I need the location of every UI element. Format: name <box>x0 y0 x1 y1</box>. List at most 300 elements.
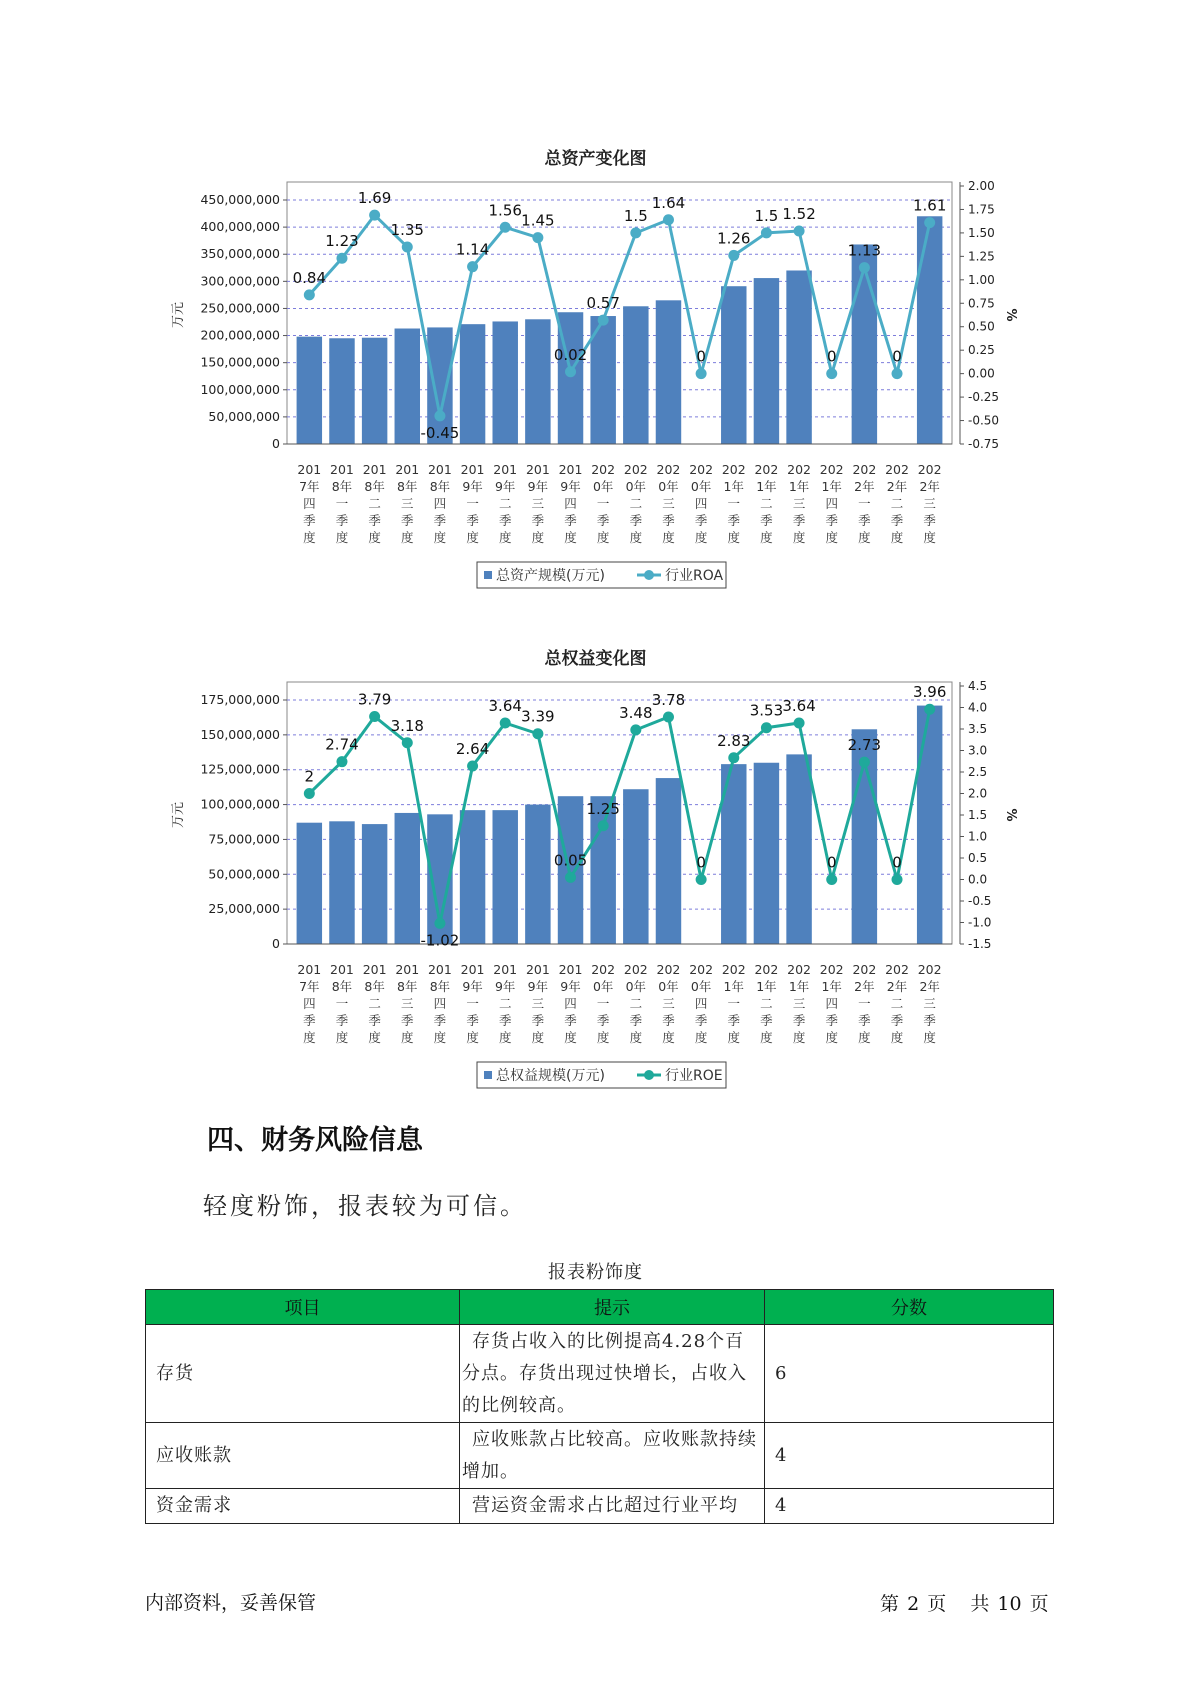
x-tick-label: 202 <box>819 962 844 977</box>
line-point <box>761 227 772 238</box>
x-tick-label: 0年 <box>592 979 614 994</box>
data-label: 3.79 <box>357 690 392 709</box>
y2-tick-label: 3.5 <box>968 722 988 736</box>
x-tick-label: 四 <box>303 496 316 511</box>
x-tick-label: 度 <box>466 530 479 545</box>
bar <box>590 796 615 944</box>
x-tick-label: 度 <box>890 530 904 545</box>
y-tick-label: 125,000,000 <box>200 761 280 777</box>
x-tick-label: 202 <box>689 462 714 477</box>
bar <box>525 805 550 944</box>
line-point <box>859 262 870 273</box>
x-tick-label: 9年 <box>560 979 581 994</box>
x-tick-label: 度 <box>596 1030 610 1045</box>
x-tick-label: 季 <box>335 1013 349 1028</box>
line-point <box>565 366 576 377</box>
data-label: 3.78 <box>651 690 686 709</box>
x-tick-label: 季 <box>792 513 806 528</box>
row-item: 资金需求 <box>146 1489 460 1524</box>
x-tick-label: 季 <box>498 1013 512 1028</box>
line-point <box>500 222 511 233</box>
line-point <box>630 227 641 238</box>
y2-tick-label: 4.5 <box>968 679 988 693</box>
bar <box>852 244 877 444</box>
bar <box>329 821 354 944</box>
x-tick-label: 202 <box>787 962 812 977</box>
bar <box>786 754 811 944</box>
row-hint: 营运资金需求占比超过行业平均 <box>460 1489 765 1524</box>
data-label: 2 <box>304 767 315 786</box>
bar <box>395 329 420 444</box>
data-label: 1.45 <box>521 211 555 230</box>
x-tick-label: 季 <box>792 1013 806 1028</box>
x-tick-label: 9年 <box>462 979 483 994</box>
x-tick-label: 一 <box>596 996 610 1011</box>
row-hint: 应收账款占比较高。应收账款持续增加。 <box>460 1423 765 1489</box>
x-tick-label: 201 <box>493 462 518 477</box>
x-tick-label: 9年 <box>527 979 549 994</box>
data-label: 1.69 <box>357 189 392 208</box>
line-point <box>663 214 674 225</box>
y2-tick-label: -1.5 <box>968 937 992 951</box>
data-label: 0 <box>892 853 902 872</box>
y2-tick-label: -1.0 <box>968 915 992 930</box>
x-tick-label: 201 <box>330 962 354 977</box>
x-tick-label: 季 <box>335 513 349 528</box>
x-tick-label: 202 <box>819 462 844 477</box>
x-tick-label: 三 <box>401 496 414 511</box>
x-tick-label: 201 <box>330 462 354 477</box>
data-label: 3.53 <box>749 701 784 720</box>
legend-line-marker <box>644 1070 654 1080</box>
data-label: 3.64 <box>782 696 816 715</box>
line-point <box>467 760 478 771</box>
line-point <box>304 289 315 300</box>
row-item: 应收账款 <box>146 1423 460 1489</box>
bar <box>362 824 387 944</box>
x-tick-label: 季 <box>531 1013 545 1028</box>
x-tick-label: 四 <box>433 996 447 1011</box>
x-tick-label: 201 <box>395 462 420 477</box>
data-label: 2.73 <box>847 736 882 755</box>
line-point <box>598 315 609 326</box>
bar <box>297 823 322 944</box>
x-tick-label: 四 <box>303 996 316 1011</box>
x-tick-label: 季 <box>401 1013 414 1028</box>
data-label: 3.48 <box>619 703 653 722</box>
x-tick-label: 季 <box>694 513 708 528</box>
x-tick-label: 度 <box>760 1030 773 1045</box>
x-tick-label: 度 <box>564 530 577 545</box>
row-hint: 存货占收入的比例提高4.28个百分点。存货出现过快增长，占收入的比例较高。 <box>460 1325 765 1423</box>
x-tick-label: 度 <box>401 1030 414 1045</box>
x-tick-label: 8年 <box>397 479 418 494</box>
x-tick-label: 度 <box>727 1030 741 1045</box>
data-label: 2.74 <box>325 735 359 754</box>
x-tick-label: 1年 <box>821 479 842 494</box>
y2-tick-label: 1.75 <box>968 202 995 217</box>
x-tick-label: 季 <box>662 513 675 528</box>
x-tick-label: 度 <box>303 1030 316 1045</box>
x-tick-label: 度 <box>433 530 447 545</box>
y-tick-label: 450,000,000 <box>200 192 280 207</box>
line-point <box>924 217 935 228</box>
x-tick-label: 季 <box>596 513 610 528</box>
x-tick-label: 季 <box>760 1013 773 1028</box>
bar <box>362 338 387 444</box>
x-tick-label: 度 <box>531 530 545 545</box>
x-tick-label: 度 <box>858 1030 871 1045</box>
x-tick-label: 0年 <box>625 979 647 994</box>
x-tick-label: 201 <box>460 462 485 477</box>
y-tick-label: 150,000,000 <box>200 354 280 370</box>
x-tick-label: 2年 <box>886 479 908 494</box>
bar <box>754 763 779 944</box>
table-row <box>146 1489 1054 1524</box>
row-score: 4 <box>765 1423 1054 1489</box>
bar <box>917 216 942 444</box>
x-tick-label: 季 <box>433 1013 447 1028</box>
y-tick-label: 400,000,000 <box>200 219 280 235</box>
x-tick-label: 季 <box>662 1013 675 1028</box>
y-tick-label: 175,000,000 <box>200 692 280 707</box>
y2-axis-label: % <box>1003 308 1018 322</box>
data-label: -1.02 <box>420 931 460 950</box>
x-tick-label: 季 <box>727 513 741 528</box>
line-point <box>892 874 903 885</box>
y-tick-label: 25,000,000 <box>208 901 280 917</box>
header-hint: 提示 <box>460 1290 765 1325</box>
x-tick-label: 度 <box>727 530 741 545</box>
y-axis-label: 万元 <box>171 301 186 329</box>
x-tick-label: 度 <box>401 530 414 545</box>
x-tick-label: 季 <box>858 513 871 528</box>
y2-tick-label: 2.0 <box>968 786 988 801</box>
bar <box>786 270 811 444</box>
data-label: 3.18 <box>390 716 424 735</box>
x-tick-label: 度 <box>694 1030 708 1045</box>
data-label: 1.26 <box>717 229 751 248</box>
x-tick-label: 202 <box>852 962 877 977</box>
y-tick-label: 350,000,000 <box>200 246 280 262</box>
x-tick-label: 201 <box>558 462 583 477</box>
x-tick-label: 7年 <box>299 979 320 994</box>
line-point <box>826 874 837 885</box>
y2-tick-label: 0.5 <box>968 851 988 865</box>
x-tick-label: 二 <box>760 496 773 511</box>
x-tick-label: 二 <box>368 996 381 1011</box>
line-point <box>728 752 739 763</box>
equity-chart-title: 总权益变化图 <box>544 649 647 669</box>
x-tick-label: 季 <box>923 513 936 528</box>
data-label: 0.84 <box>292 268 327 287</box>
x-tick-label: 季 <box>890 1013 904 1028</box>
x-tick-label: 201 <box>493 962 518 977</box>
y-tick-label: 200,000,000 <box>200 327 280 343</box>
bar <box>721 286 746 444</box>
x-tick-label: 0年 <box>690 479 712 494</box>
x-tick-label: 二 <box>498 996 512 1011</box>
x-tick-label: 201 <box>525 962 550 977</box>
x-tick-label: 四 <box>694 496 708 511</box>
x-tick-label: 201 <box>460 962 485 977</box>
y2-tick-label: 4.0 <box>968 700 988 715</box>
line-point <box>402 737 413 748</box>
y-tick-label: 50,000,000 <box>208 408 280 424</box>
line-point <box>598 820 609 831</box>
x-tick-label: 四 <box>694 996 708 1011</box>
y2-tick-label: -0.25 <box>968 390 1000 405</box>
x-tick-label: 度 <box>825 1030 838 1045</box>
x-tick-label: 202 <box>885 462 909 477</box>
x-tick-label: 度 <box>792 1030 806 1045</box>
table-row <box>146 1423 1054 1489</box>
x-tick-label: 0年 <box>690 979 712 994</box>
x-tick-label: 度 <box>858 530 871 545</box>
page-unit: 页 <box>927 1593 947 1615</box>
x-tick-label: 2年 <box>854 979 875 994</box>
x-tick-label: 四 <box>564 496 577 511</box>
data-label: 0 <box>696 853 706 872</box>
table-caption: 报表粉饰度 <box>548 1262 643 1283</box>
x-tick-label: 度 <box>564 1030 577 1045</box>
data-label: 0 <box>892 347 902 366</box>
line-point <box>565 872 576 883</box>
equity-chart <box>0 676 1191 1091</box>
x-tick-label: 季 <box>498 513 512 528</box>
x-tick-label: 202 <box>917 962 942 977</box>
x-tick-label: 三 <box>531 496 545 511</box>
x-tick-label: 四 <box>825 996 838 1011</box>
x-tick-label: 201 <box>362 962 387 977</box>
data-label: 1.14 <box>455 240 490 259</box>
x-tick-label: 2年 <box>919 979 940 994</box>
bar <box>460 810 485 944</box>
page-number <box>880 1589 1049 1616</box>
x-tick-label: 度 <box>760 530 773 545</box>
x-tick-label: 202 <box>754 962 779 977</box>
y2-tick-label: -0.50 <box>968 413 1000 428</box>
line-point <box>402 241 413 252</box>
x-tick-label: 201 <box>395 962 420 977</box>
x-tick-label: 四 <box>433 496 447 511</box>
line-point <box>826 368 837 379</box>
x-tick-label: 三 <box>792 496 806 511</box>
x-tick-label: 季 <box>629 1013 643 1028</box>
bar <box>395 813 420 944</box>
section-title: 四、财务风险信息 <box>207 1125 423 1156</box>
bar <box>558 796 583 944</box>
data-label: -0.45 <box>420 423 460 442</box>
y-tick-label: 0 <box>272 436 280 451</box>
x-tick-label: 三 <box>792 996 806 1011</box>
bar <box>623 306 648 444</box>
x-tick-label: 一 <box>858 996 871 1011</box>
line-point <box>304 788 315 799</box>
y2-tick-label: -0.5 <box>968 894 992 908</box>
line-point <box>696 368 707 379</box>
x-tick-label: 9年 <box>462 479 483 494</box>
x-tick-label: 三 <box>401 996 414 1011</box>
page-current: 2 <box>907 1593 920 1615</box>
line-point <box>369 210 380 221</box>
y2-tick-label: 2.5 <box>968 765 988 779</box>
x-tick-label: 一 <box>466 996 479 1011</box>
x-tick-label: 201 <box>558 962 583 977</box>
x-tick-label: 度 <box>923 530 936 545</box>
data-label: 2.83 <box>717 731 751 750</box>
bar <box>525 319 550 444</box>
page-prefix: 第 <box>880 1593 900 1615</box>
x-tick-label: 0年 <box>658 979 679 994</box>
y-tick-label: 100,000,000 <box>200 796 280 812</box>
x-tick-label: 季 <box>694 1013 708 1028</box>
x-tick-label: 8年 <box>364 979 385 994</box>
legend-bar-label: 总权益规模(万元) <box>496 1068 605 1084</box>
line-point <box>924 704 935 715</box>
row-score: 6 <box>765 1325 1054 1423</box>
x-tick-label: 1年 <box>821 979 842 994</box>
x-tick-label: 季 <box>760 513 773 528</box>
line-point <box>532 232 543 243</box>
x-tick-label: 季 <box>727 1013 741 1028</box>
x-tick-label: 度 <box>662 530 675 545</box>
x-tick-label: 8年 <box>364 479 385 494</box>
x-tick-label: 202 <box>591 462 616 477</box>
bar <box>623 789 648 944</box>
legend-bar-label: 总资产规模(万元) <box>496 568 605 584</box>
x-tick-label: 9年 <box>494 979 516 994</box>
table-header-row <box>146 1290 1054 1325</box>
x-tick-label: 季 <box>923 1013 936 1028</box>
x-tick-label: 一 <box>727 996 741 1011</box>
y2-tick-label: 1.5 <box>968 808 988 822</box>
data-label: 3.39 <box>521 707 555 726</box>
y2-tick-label: 1.50 <box>968 225 995 240</box>
legend-line-marker <box>644 570 654 580</box>
total-unit: 页 <box>1029 1593 1049 1615</box>
x-tick-label: 201 <box>297 462 322 477</box>
x-tick-label: 季 <box>303 513 316 528</box>
line-point <box>663 711 674 722</box>
x-tick-label: 202 <box>656 462 681 477</box>
bar <box>492 321 517 444</box>
x-tick-label: 202 <box>721 462 746 477</box>
x-tick-label: 季 <box>596 1013 610 1028</box>
y2-tick-label: -0.75 <box>968 437 1000 451</box>
x-tick-label: 9年 <box>560 479 581 494</box>
x-tick-label: 季 <box>368 1013 381 1028</box>
x-tick-label: 度 <box>825 530 838 545</box>
page-total: 10 <box>997 1593 1022 1615</box>
asset-chart-title: 总资产变化图 <box>544 149 647 169</box>
x-tick-label: 度 <box>335 1030 349 1045</box>
y-axis-label: 万元 <box>171 801 186 829</box>
data-label: 2.64 <box>455 739 490 758</box>
data-label: 1.5 <box>754 206 779 225</box>
x-tick-label: 季 <box>466 513 479 528</box>
x-tick-label: 0年 <box>625 479 647 494</box>
x-tick-label: 度 <box>433 1030 447 1045</box>
x-tick-label: 度 <box>694 530 708 545</box>
x-tick-label: 度 <box>368 530 381 545</box>
asset-chart <box>0 176 1191 591</box>
x-tick-label: 202 <box>689 962 714 977</box>
bar <box>460 324 485 444</box>
x-tick-label: 202 <box>852 462 877 477</box>
x-tick-label: 度 <box>792 530 806 545</box>
line-point <box>630 724 641 735</box>
x-tick-label: 8年 <box>429 979 451 994</box>
y-tick-label: 50,000,000 <box>208 866 280 882</box>
y2-tick-label: 0.50 <box>968 319 995 334</box>
legend-bar-swatch <box>484 571 492 579</box>
line-point <box>859 757 870 768</box>
x-tick-label: 202 <box>623 962 648 977</box>
x-tick-label: 2年 <box>854 479 875 494</box>
x-tick-label: 8年 <box>331 479 353 494</box>
data-label: 1.64 <box>651 193 686 212</box>
x-tick-label: 9年 <box>527 479 549 494</box>
data-label: 3.64 <box>488 696 522 715</box>
x-tick-label: 季 <box>401 513 414 528</box>
x-tick-label: 一 <box>858 496 871 511</box>
x-tick-label: 二 <box>629 496 643 511</box>
data-label: 1.5 <box>623 206 648 225</box>
bar <box>656 300 681 444</box>
x-tick-label: 四 <box>564 996 577 1011</box>
x-tick-label: 度 <box>303 530 316 545</box>
y-tick-label: 300,000,000 <box>200 273 280 289</box>
x-tick-label: 度 <box>498 1030 512 1045</box>
data-label: 0 <box>826 347 837 366</box>
x-tick-label: 二 <box>368 496 381 511</box>
x-tick-label: 8年 <box>331 979 353 994</box>
y2-tick-label: 0.25 <box>968 343 995 358</box>
x-tick-label: 度 <box>629 1030 643 1045</box>
y-tick-label: 0 <box>272 936 280 951</box>
line-point <box>369 711 380 722</box>
data-label: 1.61 <box>912 196 947 215</box>
x-tick-label: 季 <box>825 1013 838 1028</box>
total-prefix: 共 <box>970 1593 990 1615</box>
line-point <box>532 728 543 739</box>
data-label: 1.23 <box>325 232 359 251</box>
x-tick-label: 四 <box>825 496 838 511</box>
data-label: 0.05 <box>553 851 588 870</box>
x-tick-label: 度 <box>890 1030 904 1045</box>
line-point <box>336 756 347 767</box>
section-body: 轻度粉饰，报表较为可信。 <box>203 1192 527 1220</box>
data-label: 0.57 <box>586 294 620 313</box>
data-label: 0.02 <box>553 345 588 364</box>
x-tick-label: 1年 <box>788 479 810 494</box>
x-tick-label: 二 <box>890 496 904 511</box>
line-point <box>728 250 739 261</box>
x-tick-label: 201 <box>427 962 452 977</box>
line-point <box>761 722 772 733</box>
x-tick-label: 1年 <box>723 979 745 994</box>
x-tick-label: 一 <box>335 996 349 1011</box>
header-item: 项目 <box>146 1290 460 1325</box>
data-label: 3.96 <box>912 683 947 702</box>
line-point <box>696 874 707 885</box>
table-row <box>146 1325 1054 1423</box>
x-tick-label: 一 <box>335 496 349 511</box>
legend-line-label: 行业ROE <box>665 1068 723 1084</box>
header-score: 分数 <box>765 1290 1054 1325</box>
x-tick-label: 三 <box>923 996 936 1011</box>
